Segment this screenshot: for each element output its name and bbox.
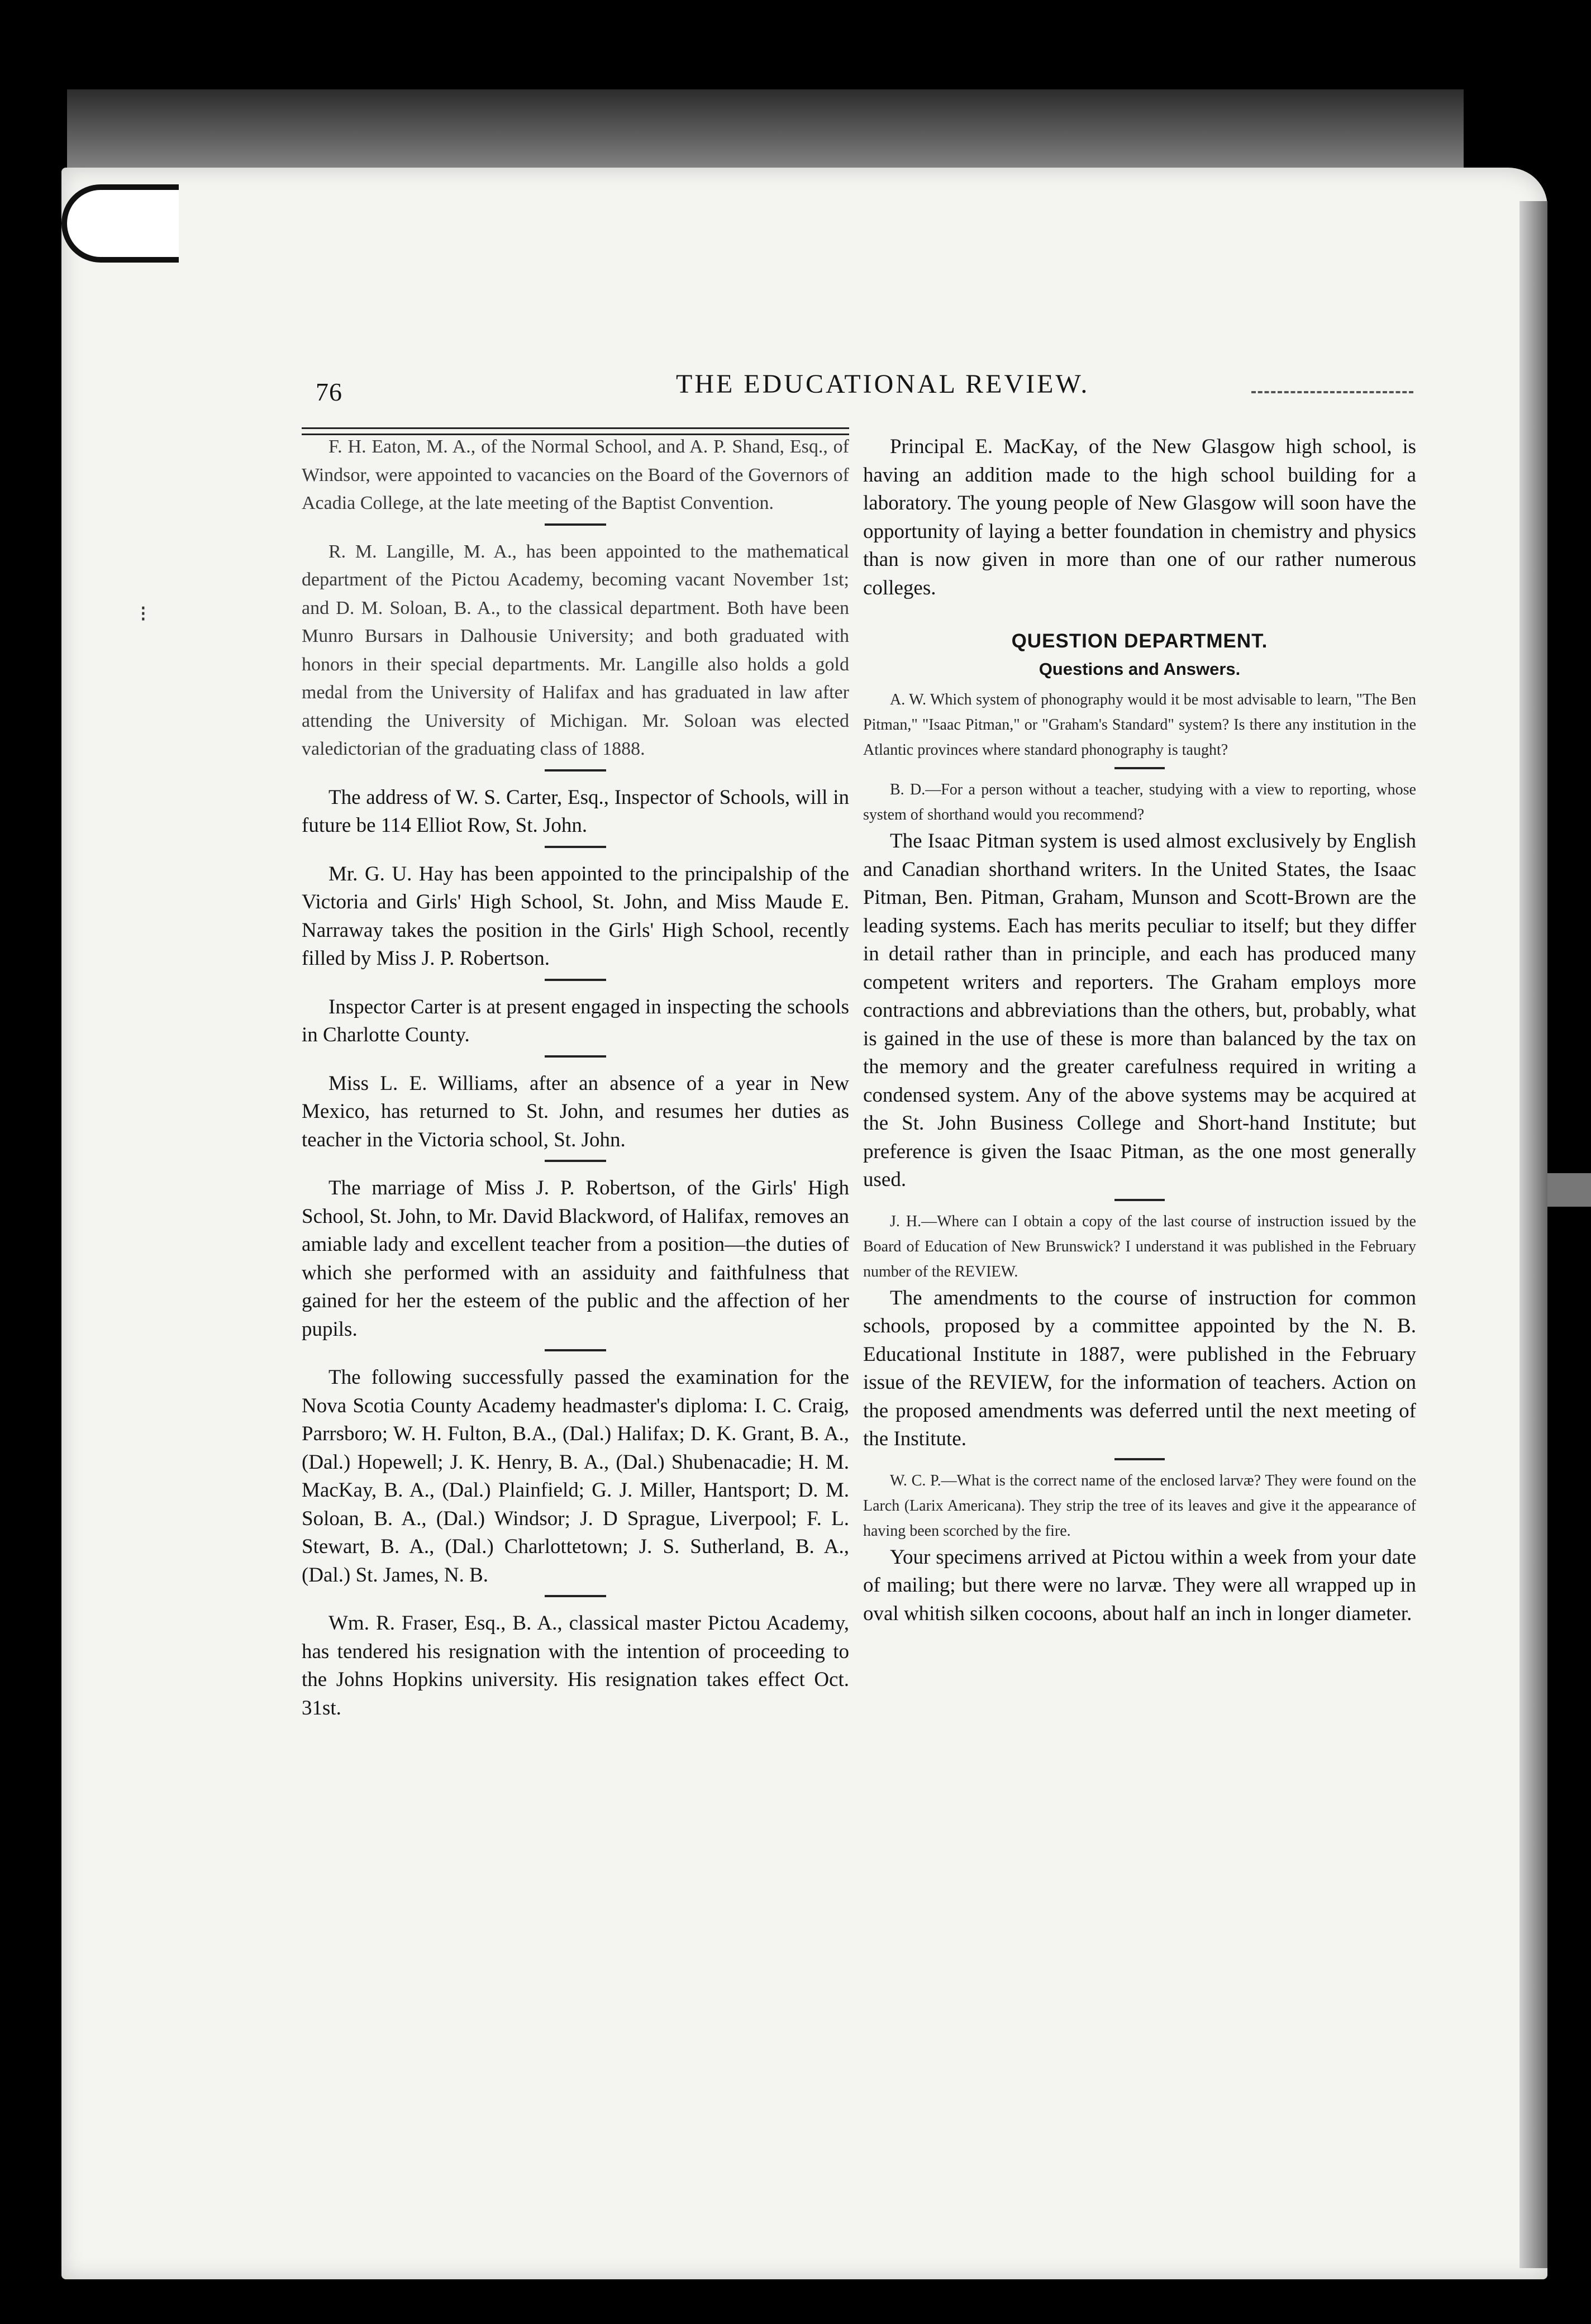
article-paragraph: F. H. Eaton, M. A., of the Normal School, and A. P. Shand, Esq., of Windsor, were appointed to vacancies on the Board of the Governors of Acadia College, at the late meeting of the Baptist Convention. [302,436,849,513]
article-paragraph: Miss L. E. Williams, after an absence of a year in New Mexico, has returned to St. John, and resumes her duties as teacher in the Victoria school, St. John. [302,1071,849,1151]
answer-text: The Isaac Pitman system is used almost exclusively by English and Canadian shorthand writers. In the United States, the Isaac Pitman, Ben. Pitman, Graham, Munson and Scott-Brown are the leading systems. Each has merits peculiar to itself; but they differ in detail rather than in principle, and each has produced many competent writers and reporters. The Graham employs more contractions and abbreviations than the others, but, probably, what is gained in the use of these is more than balanced by the tax on the memory and the greater carefulness required in writing a condensed system. Any of the above systems may be acquired at the St. John Business College and Short-hand Institute; but preference is given the Isaac Pitman, as the one most generally used. [863,830,1416,1191]
question-text: B. D.—For a person without a teacher, studying with a view to reporting, whose system of shorthand would you recommend? [863,781,1416,823]
section-title: QUESTION DEPARTMENT. [1011,630,1268,652]
left-column [302,433,849,1722]
separator-rule [545,1595,606,1597]
separator-rule [1114,1458,1165,1460]
article-paragraph: Mr. G. U. Hay has been appointed to the principalship of the Victoria and Girls' High School, St. John, and Miss Maude E. Narraway takes the position in the Girls' High School, recently filled by Miss J. P. Robertson. [302,862,849,970]
separator-rule [545,523,606,526]
separator-rule [545,1160,606,1162]
edge-clip-mark [1547,1173,1591,1207]
question-text: W. C. P.—What is the correct name of the enclosed larvæ? They were found on the Larch (Larix Americana). They strip the tree of its leaves and give it the appearance of having been scorched by the fire. [863,1471,1416,1540]
article-paragraph: The marriage of Miss J. P. Robertson, of the Girls' High School, St. John, to Mr. David Blackword, of Halifax, removes an amiable lady and excellent teacher from a position—the duties of which she performed with an assiduity and faithfulness that gained for her the esteem of the public and the affection of her pupils. [302,1177,849,1341]
article-paragraph: The address of W. S. Carter, Esq., Inspector of Schools, will in future be 114 Elliot Row, St. John. [302,785,849,837]
answer-text: The amendments to the course of instruction for common schools, proposed by a committee appointed by the N. B. Educational Institute in 1887, were published in the February issue of the REVIEW, for the information of teachers. Action on the proposed amendments was deferred until the next meeting of the Institute. [863,1286,1416,1450]
article-paragraph: R. M. Langille, M. A., has been appointed to the mathematical department of the Pictou Academy, becoming vacant November 1st; and D. M. Soloan, B. A., to the classical department. Both have been Munro Bursars in Dalhousie University; and both graduated with honors in their special departments. Mr. Langille also holds a gold medal from the University of Halifax and has graduated in law after attending the University of Michigan. Mr. Soloan was elected valedictorian of the graduating class of 1888. [302,541,849,759]
running-title: THE EDUCATIONAL REVIEW. [676,369,1090,399]
page-edge-shadow [1519,201,1547,2268]
section-subtitle: Questions and Answers. [1039,659,1241,679]
right-column [863,433,1416,1628]
separator-rule [545,979,606,981]
article-paragraph: Wm. R. Fraser, Esq., B. A., classical master Pictou Academy, has tendered his resignation with the intention of proceeding to the Johns Hopkins university. His resignation takes effect Oct. 31st. [302,1612,849,1720]
separator-rule [545,1055,606,1058]
answer-text: Your specimens arrived at Pictou within a week from your date of mailing; but there were no larvæ. They were all wrapped up in oval whitish silken cocoons, about half an inch in longer diameter. [863,1545,1416,1625]
separator-rule [545,1349,606,1351]
article-paragraph: Principal E. MacKay, of the New Glasgow high school, is having an addition made to the high school building for a laboratory. The young people of New Glasgow will soon have the opportunity of laying a better foundation in chemistry and physics than is now given in more than one of our rather numerous colleges. [863,435,1416,599]
separator-rule [545,769,606,772]
separator-rule [1114,1199,1165,1201]
margin-mark: ⁝ [140,601,147,626]
question-text: A. W. Which system of phonography would it be most advisable to learn, "The Ben Pitman," "Isaac Pitman," or "Graham's Standard" system? Is there any institution in the Atlantic provinces where standard phonography is taught? [863,691,1416,759]
page-corner-tab [61,184,179,263]
page-number: 76 [316,378,342,406]
separator-rule [1114,767,1165,769]
header-dashes [1251,391,1413,393]
article-paragraph: The following successfully passed the examination for the Nova Scotia County Academy headmaster's diploma: I. C. Craig, Parrsboro; W. H. Fulton, B.A., (Dal.) Halifax; D. K. Grant, B. A., (Dal.) Hopewell; J. K. Henry, B. A., (Dal.) Shubenacadie; H. M. MacKay, B. A., (Dal.) Plainfield; G. J. Miller, Hantsport; D. M. Soloan, B. A., (Dal.) Windsor; J. D Sprague, Liverpool; F. L. Stewart, B. A., (Dal.) Charlottetown; J. S. Sutherland, B. A., (Dal.) St. James, N. B. [302,1366,849,1587]
article-paragraph: Inspector Carter is at present engaged in inspecting the schools in Charlotte County. [302,995,849,1046]
question-text: J. H.—Where can I obtain a copy of the last course of instruction issued by the Board of Education of New Brunswick? I understand it was published in the February number of the REVIEW. [863,1212,1416,1280]
separator-rule [545,846,606,848]
